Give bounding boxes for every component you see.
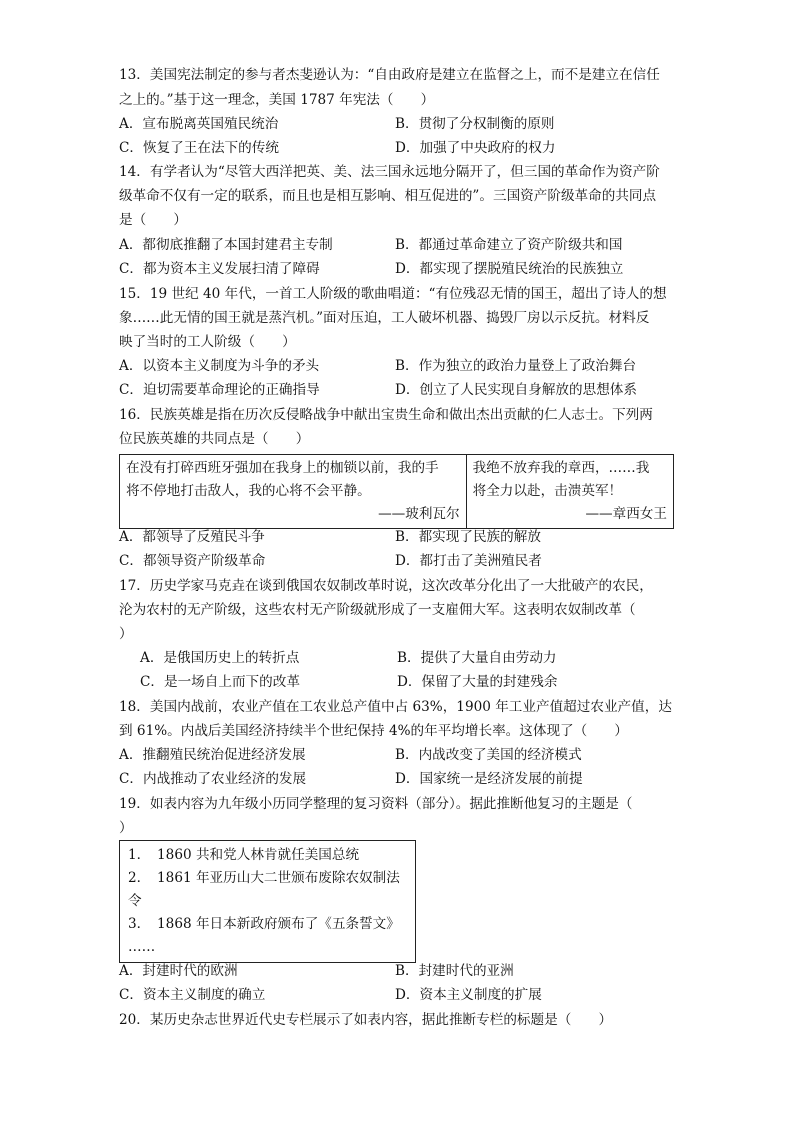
q13-stem-line2: 之上的。”基于这一理念，美国 1787 年宪法（ ） xyxy=(119,92,435,108)
q16-option-b[interactable]: B．都实现了民族的解放 xyxy=(395,529,541,545)
q19-option-b[interactable]: B．封建时代的亚洲 xyxy=(395,963,514,979)
q18-option-c[interactable]: C．内战推动了农业经济的发展 xyxy=(119,771,307,787)
q15-option-b[interactable]: B．作为独立的政治力量登上了政治舞台 xyxy=(395,358,637,374)
q15-option-d[interactable]: D．创立了人民实现自身解放的思想体系 xyxy=(395,382,637,398)
q19-review-cell xyxy=(120,841,416,963)
q14-option-a[interactable]: A．都彻底推翻了本国封建君主专制 xyxy=(119,237,333,253)
q16-quote-right-line1: 我绝不放弃我的章西，……我 xyxy=(472,460,650,476)
q14-option-b[interactable]: B．都通过革命建立了资产阶级共和国 xyxy=(395,237,623,253)
q14-stem-line3: 是（ ） xyxy=(119,212,187,228)
q16-option-d[interactable]: D．都打击了美洲殖民者 xyxy=(395,553,542,569)
q16-option-a[interactable]: A．都领导了反殖民斗争 xyxy=(119,529,265,545)
q19-stem-line1: 19．如表内容为九年级小历同学整理的复习资料（部分）。据此推断他复习的主题是（ xyxy=(119,796,633,812)
q17-option-a[interactable]: A．是俄国历史上的转折点 xyxy=(140,650,300,666)
q17-stem-line2: 沦为农村的无产阶级，这些农村无产阶级就形成了一支雇佣大军。这表明农奴制改革（ xyxy=(119,602,636,618)
q19-review-row1: 1． 1860 共和党人林肯就任美国总统 xyxy=(128,847,360,863)
q16-stem-line1: 16．民族英雄是指在历次反侵略战争中献出宝贵生命和做出杰出贡献的仁人志士。下列两 xyxy=(119,407,653,423)
q18-option-d[interactable]: D．国家统一是经济发展的前提 xyxy=(395,771,583,787)
q15-option-a[interactable]: A．以资本主义制度为斗争的矛头 xyxy=(119,358,320,374)
q16-quote-right-signature: ——章西女王 xyxy=(585,506,667,522)
q19-option-a[interactable]: A．封建时代的欧洲 xyxy=(119,963,238,979)
q16-stem-line2: 位民族英雄的共同点是（ ） xyxy=(119,431,310,447)
q16-quote-left-line2: 将不停地打击敌人，我的心将不会平静。 xyxy=(126,483,371,499)
q15-stem-line3: 映了当时的工人阶级（ ） xyxy=(119,334,296,350)
q18-option-a[interactable]: A．推翻殖民统治促进经济发展 xyxy=(119,747,306,763)
q16-option-c[interactable]: C．都领导资产阶级革命 xyxy=(119,553,266,569)
q19-option-d[interactable]: D．资本主义制度的扩展 xyxy=(395,987,542,1003)
q16-quote-rani xyxy=(466,455,673,529)
q17-option-d[interactable]: D．保留了大量的封建残余 xyxy=(397,674,558,690)
q15-stem-line2: 象……此无情的国王就是蒸汽机。”面对压迫，工人破坏机器、捣毁厂房以示反抗。材料反 xyxy=(119,310,650,326)
q16-quote-left-signature: ——玻利瓦尔 xyxy=(378,506,460,522)
q13-option-a[interactable]: A．宣布脱离英国殖民统治 xyxy=(119,116,279,132)
q16-quote-bolivar xyxy=(120,455,467,529)
q13-option-c[interactable]: C．恢复了王在法下的传统 xyxy=(119,140,279,156)
q19-stem-line2: ） xyxy=(119,820,133,836)
q15-option-c[interactable]: C．迫切需要革命理论的正确指导 xyxy=(119,382,320,398)
q16-quote-right-line2: 将全力以赴，击溃英军！ xyxy=(472,483,623,499)
q16-quote-left-line1: 在没有打碎西班牙强加在我身上的枷锁以前，我的手 xyxy=(126,460,439,476)
q17-stem-line3: ） xyxy=(119,626,133,642)
q19-review-row3: 3． 1868 年日本新政府颁布了《五条誓文》 xyxy=(128,916,400,932)
q13-option-d[interactable]: D．加强了中央政府的权力 xyxy=(395,140,556,156)
q18-stem-line1: 18．美国内战前，农业产值在工农业总产值中占 63%，1900 年工业产值超过农业产值，达 xyxy=(119,699,672,715)
q14-stem-line1: 14．有学者认为“尽管大西洋把英、美、法三国永远地分隔开了，但三国的革命作为资产阶 xyxy=(119,164,660,180)
q14-stem-line2: 级革命不仅有一定的联系，而且也是相互影响、相互促进的”。三国资产阶级革命的共同点 xyxy=(119,188,657,204)
q19-review-row2b: 令 xyxy=(128,893,142,909)
q18-option-b[interactable]: B．内战改变了美国的经济模式 xyxy=(395,747,582,763)
q17-stem-line1: 17．历史学家马克垚在谈到俄国农奴制改革时说，这次改革分化出了一大批破产的农民， xyxy=(119,578,653,594)
q13-option-b[interactable]: B．贯彻了分权制衡的原则 xyxy=(395,116,555,132)
q14-option-d[interactable]: D．都实现了摆脱殖民统治的民族独立 xyxy=(395,261,624,277)
q19-option-c[interactable]: C．资本主义制度的确立 xyxy=(119,987,266,1003)
q20-stem-line1: 20．某历史杂志世界近代史专栏展示了如表内容，据此推断专栏的标题是（ ） xyxy=(119,1012,613,1028)
q14-option-c[interactable]: C．都为资本主义发展扫清了障碍 xyxy=(119,261,320,277)
q17-option-b[interactable]: B．提供了大量自由劳动力 xyxy=(397,650,557,666)
q13-stem-line1: 13．美国宪法制定的参与者杰斐逊认为：“自由政府是建立在监督之上，而不是建立在信任 xyxy=(119,67,660,83)
q15-stem-line1: 15．19 世纪 40 年代，一首工人阶级的歌曲唱道：“有位残忍无情的国王，超出了诗人的想 xyxy=(119,286,667,302)
q18-stem-line2: 到 61%。内战后美国经济持续半个世纪保持 4%的年平均增长率。这体现了（ ） xyxy=(119,723,629,739)
q19-review-row2a: 2． 1861 年亚历山大二世颁布废除农奴制法 xyxy=(128,870,400,886)
q19-review-ellipsis: …… xyxy=(128,939,156,955)
q19-review-table xyxy=(119,840,416,963)
q16-quote-table xyxy=(119,454,674,529)
q17-option-c[interactable]: C．是一场自上而下的改革 xyxy=(140,674,300,690)
